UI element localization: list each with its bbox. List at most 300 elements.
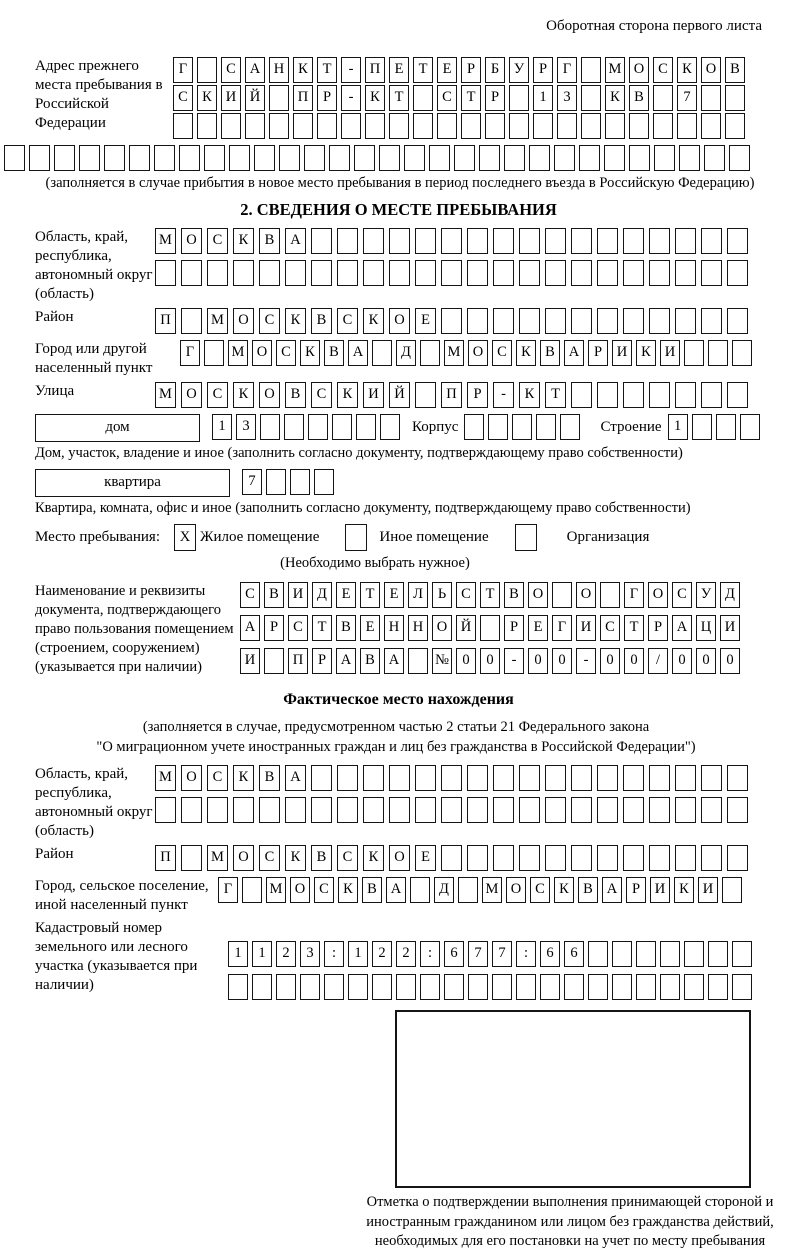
char-box[interactable] (354, 145, 375, 171)
char-box[interactable]: К (363, 845, 384, 871)
char-box[interactable]: И (650, 877, 670, 903)
char-box[interactable]: К (674, 877, 694, 903)
char-box[interactable] (649, 845, 670, 871)
char-box[interactable]: О (468, 340, 488, 366)
char-box[interactable]: 3 (300, 941, 320, 967)
char-box[interactable] (29, 145, 50, 171)
char-box[interactable]: 0 (528, 648, 548, 674)
char-box[interactable]: Р (467, 382, 488, 408)
char-box[interactable]: А (672, 615, 692, 641)
char-box[interactable] (692, 414, 712, 440)
char-box[interactable] (429, 145, 450, 171)
char-box[interactable]: Р (533, 57, 553, 83)
char-box[interactable]: В (324, 340, 344, 366)
char-box[interactable] (488, 414, 508, 440)
char-box[interactable]: С (337, 845, 358, 871)
char-box[interactable]: А (285, 765, 306, 791)
char-box[interactable] (519, 308, 540, 334)
char-box[interactable]: М (482, 877, 502, 903)
char-box[interactable]: С (207, 228, 228, 254)
char-box[interactable]: О (432, 615, 452, 641)
char-box[interactable] (363, 260, 384, 286)
char-box[interactable]: Т (360, 582, 380, 608)
char-box[interactable]: С (207, 765, 228, 791)
char-box[interactable] (597, 845, 618, 871)
char-box[interactable]: А (386, 877, 406, 903)
char-box[interactable]: С (288, 615, 308, 641)
char-box[interactable] (54, 145, 75, 171)
char-box[interactable] (509, 85, 529, 111)
char-box[interactable]: А (348, 340, 368, 366)
char-box[interactable] (604, 145, 625, 171)
char-box[interactable] (493, 308, 514, 334)
char-box[interactable]: Т (389, 85, 409, 111)
char-box[interactable] (332, 414, 352, 440)
char-box[interactable]: М (444, 340, 464, 366)
char-box[interactable] (290, 469, 310, 495)
char-box[interactable] (727, 797, 748, 823)
char-box[interactable] (623, 797, 644, 823)
char-box[interactable]: О (181, 228, 202, 254)
char-box[interactable] (571, 228, 592, 254)
char-box[interactable] (389, 765, 410, 791)
char-box[interactable]: И (576, 615, 596, 641)
char-box[interactable] (708, 974, 728, 1000)
char-box[interactable] (454, 145, 475, 171)
char-box[interactable] (461, 113, 481, 139)
char-box[interactable]: Е (415, 845, 436, 871)
char-box[interactable] (675, 765, 696, 791)
char-box[interactable]: О (701, 57, 721, 83)
char-box[interactable]: 0 (696, 648, 716, 674)
char-box[interactable] (372, 974, 392, 1000)
char-box[interactable] (636, 941, 656, 967)
char-box[interactable] (727, 845, 748, 871)
char-box[interactable] (493, 845, 514, 871)
char-box[interactable]: Й (456, 615, 476, 641)
char-box[interactable] (413, 85, 433, 111)
char-box[interactable] (415, 228, 436, 254)
char-box[interactable] (467, 765, 488, 791)
char-box[interactable] (269, 113, 289, 139)
char-box[interactable] (493, 797, 514, 823)
char-box[interactable]: Н (408, 615, 428, 641)
char-box[interactable]: Р (317, 85, 337, 111)
char-box[interactable]: Й (245, 85, 265, 111)
char-box[interactable] (727, 260, 748, 286)
char-box[interactable] (479, 145, 500, 171)
char-box[interactable] (285, 260, 306, 286)
char-box[interactable] (254, 145, 275, 171)
char-box[interactable] (597, 797, 618, 823)
char-box[interactable]: У (696, 582, 716, 608)
char-box[interactable] (197, 57, 217, 83)
char-box[interactable]: С (276, 340, 296, 366)
char-box[interactable] (396, 974, 416, 1000)
char-box[interactable]: О (576, 582, 596, 608)
char-box[interactable]: Д (720, 582, 740, 608)
char-box[interactable] (404, 145, 425, 171)
char-box[interactable] (389, 228, 410, 254)
char-box[interactable]: В (360, 648, 380, 674)
char-box[interactable] (732, 974, 752, 1000)
char-box[interactable] (467, 845, 488, 871)
char-box[interactable] (649, 260, 670, 286)
char-box[interactable] (740, 414, 760, 440)
char-box[interactable]: 1 (533, 85, 553, 111)
char-box[interactable]: 1 (212, 414, 232, 440)
char-box[interactable]: И (612, 340, 632, 366)
char-box[interactable]: И (660, 340, 680, 366)
char-box[interactable] (605, 113, 625, 139)
char-box[interactable] (154, 145, 175, 171)
char-box[interactable] (444, 974, 464, 1000)
char-box[interactable] (623, 308, 644, 334)
char-box[interactable]: П (365, 57, 385, 83)
char-box[interactable] (732, 941, 752, 967)
char-box[interactable] (597, 382, 618, 408)
char-box[interactable]: О (233, 308, 254, 334)
char-box[interactable] (725, 113, 745, 139)
char-box[interactable] (348, 974, 368, 1000)
char-box[interactable]: К (197, 85, 217, 111)
char-box[interactable] (729, 145, 750, 171)
char-box[interactable]: С (456, 582, 476, 608)
char-box[interactable] (571, 845, 592, 871)
char-box[interactable]: К (233, 765, 254, 791)
char-box[interactable] (493, 260, 514, 286)
char-box[interactable] (485, 113, 505, 139)
char-box[interactable]: К (293, 57, 313, 83)
char-box[interactable]: О (181, 382, 202, 408)
char-box[interactable]: Б (485, 57, 505, 83)
char-box[interactable]: Т (312, 615, 332, 641)
char-box[interactable] (701, 260, 722, 286)
char-box[interactable] (701, 113, 721, 139)
char-box[interactable] (329, 145, 350, 171)
char-box[interactable] (701, 797, 722, 823)
char-box[interactable]: 7 (242, 469, 262, 495)
char-box[interactable]: Г (557, 57, 577, 83)
char-box[interactable]: К (285, 845, 306, 871)
char-box[interactable] (649, 797, 670, 823)
char-box[interactable]: К (519, 382, 540, 408)
char-box[interactable]: И (221, 85, 241, 111)
char-box[interactable] (509, 113, 529, 139)
char-box[interactable]: - (504, 648, 524, 674)
char-box[interactable]: К (338, 877, 358, 903)
char-box[interactable]: С (672, 582, 692, 608)
char-box[interactable] (653, 85, 673, 111)
char-box[interactable] (701, 382, 722, 408)
char-box[interactable] (725, 85, 745, 111)
char-box[interactable]: К (516, 340, 536, 366)
char-box[interactable]: И (240, 648, 260, 674)
char-box[interactable] (410, 877, 430, 903)
char-box[interactable] (727, 382, 748, 408)
char-box[interactable]: Г (552, 615, 572, 641)
char-box[interactable] (677, 113, 697, 139)
char-box[interactable] (279, 145, 300, 171)
char-box[interactable]: О (389, 308, 410, 334)
char-box[interactable]: А (285, 228, 306, 254)
char-box[interactable] (181, 260, 202, 286)
char-box[interactable] (314, 469, 334, 495)
char-box[interactable] (79, 145, 100, 171)
char-box[interactable] (560, 414, 580, 440)
char-box[interactable]: А (564, 340, 584, 366)
char-box[interactable] (623, 845, 644, 871)
char-box[interactable] (441, 797, 462, 823)
char-box[interactable] (597, 228, 618, 254)
char-box[interactable]: М (207, 308, 228, 334)
char-box[interactable] (636, 974, 656, 1000)
char-box[interactable]: К (363, 308, 384, 334)
char-box[interactable]: 6 (540, 941, 560, 967)
char-box[interactable] (732, 340, 752, 366)
char-box[interactable] (571, 765, 592, 791)
char-box[interactable] (293, 113, 313, 139)
char-box[interactable]: С (240, 582, 260, 608)
char-box[interactable]: 0 (624, 648, 644, 674)
char-box[interactable] (380, 414, 400, 440)
char-box[interactable]: Г (173, 57, 193, 83)
char-box[interactable] (571, 308, 592, 334)
char-box[interactable] (649, 308, 670, 334)
char-box[interactable] (545, 765, 566, 791)
char-box[interactable]: С (530, 877, 550, 903)
char-box[interactable] (228, 974, 248, 1000)
char-box[interactable]: К (677, 57, 697, 83)
char-box[interactable] (389, 797, 410, 823)
char-box[interactable] (597, 260, 618, 286)
char-box[interactable] (493, 765, 514, 791)
char-box[interactable]: Е (415, 308, 436, 334)
char-box[interactable]: К (605, 85, 625, 111)
char-box[interactable]: С (221, 57, 241, 83)
char-box[interactable]: Е (336, 582, 356, 608)
char-box[interactable]: : (516, 941, 536, 967)
char-box[interactable]: 6 (444, 941, 464, 967)
char-box[interactable] (266, 469, 286, 495)
char-box[interactable]: : (324, 941, 344, 967)
char-box[interactable]: X (174, 524, 196, 551)
char-box[interactable]: М (155, 382, 176, 408)
char-box[interactable] (716, 414, 736, 440)
char-box[interactable] (233, 797, 254, 823)
char-box[interactable] (727, 308, 748, 334)
char-box[interactable] (529, 145, 550, 171)
char-box[interactable]: Т (317, 57, 337, 83)
char-box[interactable] (104, 145, 125, 171)
char-box[interactable] (519, 228, 540, 254)
char-box[interactable]: С (600, 615, 620, 641)
char-box[interactable] (245, 113, 265, 139)
char-box[interactable]: Т (545, 382, 566, 408)
char-box[interactable]: С (173, 85, 193, 111)
char-box[interactable] (252, 974, 272, 1000)
char-box[interactable]: О (389, 845, 410, 871)
char-box[interactable] (181, 845, 202, 871)
char-box[interactable] (179, 145, 200, 171)
char-box[interactable]: : (420, 941, 440, 967)
char-box[interactable]: В (311, 308, 332, 334)
char-box[interactable] (372, 340, 392, 366)
char-box[interactable] (365, 113, 385, 139)
char-box[interactable] (389, 260, 410, 286)
char-box[interactable]: О (252, 340, 272, 366)
char-box[interactable] (588, 941, 608, 967)
char-box[interactable] (649, 228, 670, 254)
char-box[interactable]: К (554, 877, 574, 903)
char-box[interactable]: Д (396, 340, 416, 366)
char-box[interactable]: К (636, 340, 656, 366)
char-box[interactable] (337, 228, 358, 254)
char-box[interactable] (701, 765, 722, 791)
char-box[interactable]: Г (624, 582, 644, 608)
char-box[interactable]: В (311, 845, 332, 871)
char-box[interactable] (493, 228, 514, 254)
char-box[interactable]: М (605, 57, 625, 83)
stay-option-residential-checkbox[interactable] (174, 524, 200, 551)
char-box[interactable] (337, 765, 358, 791)
char-box[interactable]: А (602, 877, 622, 903)
char-box[interactable]: Н (269, 57, 289, 83)
char-box[interactable]: - (341, 57, 361, 83)
char-box[interactable]: В (578, 877, 598, 903)
char-box[interactable]: Т (480, 582, 500, 608)
char-box[interactable] (623, 765, 644, 791)
char-box[interactable] (269, 85, 289, 111)
char-box[interactable]: П (155, 308, 176, 334)
char-box[interactable] (197, 113, 217, 139)
char-box[interactable]: П (288, 648, 308, 674)
char-box[interactable] (545, 260, 566, 286)
char-box[interactable] (317, 113, 337, 139)
char-box[interactable]: 0 (600, 648, 620, 674)
char-box[interactable] (437, 113, 457, 139)
char-box[interactable]: С (437, 85, 457, 111)
char-box[interactable]: Д (434, 877, 454, 903)
char-box[interactable] (722, 877, 742, 903)
char-box[interactable] (515, 524, 537, 551)
char-box[interactable]: М (266, 877, 286, 903)
char-box[interactable] (512, 414, 532, 440)
char-box[interactable] (204, 340, 224, 366)
char-box[interactable]: Т (624, 615, 644, 641)
char-box[interactable]: 6 (564, 941, 584, 967)
char-box[interactable] (571, 260, 592, 286)
char-box[interactable] (311, 797, 332, 823)
char-box[interactable]: Л (408, 582, 428, 608)
char-box[interactable] (519, 260, 540, 286)
char-box[interactable]: Р (264, 615, 284, 641)
char-box[interactable] (564, 974, 584, 1000)
char-box[interactable] (533, 113, 553, 139)
char-box[interactable] (597, 765, 618, 791)
char-box[interactable]: Е (384, 582, 404, 608)
char-box[interactable] (623, 260, 644, 286)
char-box[interactable] (579, 145, 600, 171)
char-box[interactable] (259, 797, 280, 823)
char-box[interactable]: Р (626, 877, 646, 903)
char-box[interactable]: Ц (696, 615, 716, 641)
char-box[interactable]: В (504, 582, 524, 608)
char-box[interactable]: И (363, 382, 384, 408)
char-box[interactable]: 2 (396, 941, 416, 967)
char-box[interactable]: С (314, 877, 334, 903)
char-box[interactable] (129, 145, 150, 171)
stay-option-organization-checkbox[interactable] (515, 524, 541, 551)
char-box[interactable]: Й (389, 382, 410, 408)
char-box[interactable]: И (698, 877, 718, 903)
char-box[interactable]: А (336, 648, 356, 674)
char-box[interactable] (684, 974, 704, 1000)
char-box[interactable] (181, 797, 202, 823)
char-box[interactable] (308, 414, 328, 440)
char-box[interactable] (264, 648, 284, 674)
char-box[interactable] (701, 845, 722, 871)
char-box[interactable]: С (207, 382, 228, 408)
char-box[interactable] (207, 260, 228, 286)
char-box[interactable]: В (264, 582, 284, 608)
char-box[interactable]: М (228, 340, 248, 366)
char-box[interactable] (545, 845, 566, 871)
char-box[interactable]: 1 (228, 941, 248, 967)
char-box[interactable] (684, 340, 704, 366)
char-box[interactable] (420, 974, 440, 1000)
char-box[interactable] (701, 228, 722, 254)
char-box[interactable] (581, 113, 601, 139)
char-box[interactable] (727, 228, 748, 254)
char-box[interactable]: 0 (720, 648, 740, 674)
char-box[interactable] (181, 308, 202, 334)
char-box[interactable] (300, 974, 320, 1000)
char-box[interactable]: А (245, 57, 265, 83)
char-box[interactable] (441, 765, 462, 791)
char-box[interactable] (311, 765, 332, 791)
char-box[interactable]: О (528, 582, 548, 608)
char-box[interactable] (708, 340, 728, 366)
char-box[interactable]: 1 (668, 414, 688, 440)
char-box[interactable]: / (648, 648, 668, 674)
char-box[interactable]: И (288, 582, 308, 608)
char-box[interactable] (701, 85, 721, 111)
char-box[interactable] (654, 145, 675, 171)
char-box[interactable] (540, 974, 560, 1000)
char-box[interactable] (415, 797, 436, 823)
house-type-box[interactable]: дом (35, 414, 200, 442)
char-box[interactable] (337, 797, 358, 823)
char-box[interactable] (552, 582, 572, 608)
char-box[interactable]: 1 (252, 941, 272, 967)
char-box[interactable] (675, 382, 696, 408)
char-box[interactable]: К (233, 228, 254, 254)
char-box[interactable] (441, 308, 462, 334)
char-box[interactable] (173, 113, 193, 139)
char-box[interactable] (155, 797, 176, 823)
char-box[interactable]: Д (312, 582, 332, 608)
char-box[interactable]: Р (504, 615, 524, 641)
char-box[interactable] (545, 308, 566, 334)
char-box[interactable] (623, 228, 644, 254)
char-box[interactable] (363, 797, 384, 823)
char-box[interactable] (653, 113, 673, 139)
char-box[interactable]: Н (384, 615, 404, 641)
char-box[interactable]: 3 (557, 85, 577, 111)
char-box[interactable] (458, 877, 478, 903)
char-box[interactable] (675, 797, 696, 823)
